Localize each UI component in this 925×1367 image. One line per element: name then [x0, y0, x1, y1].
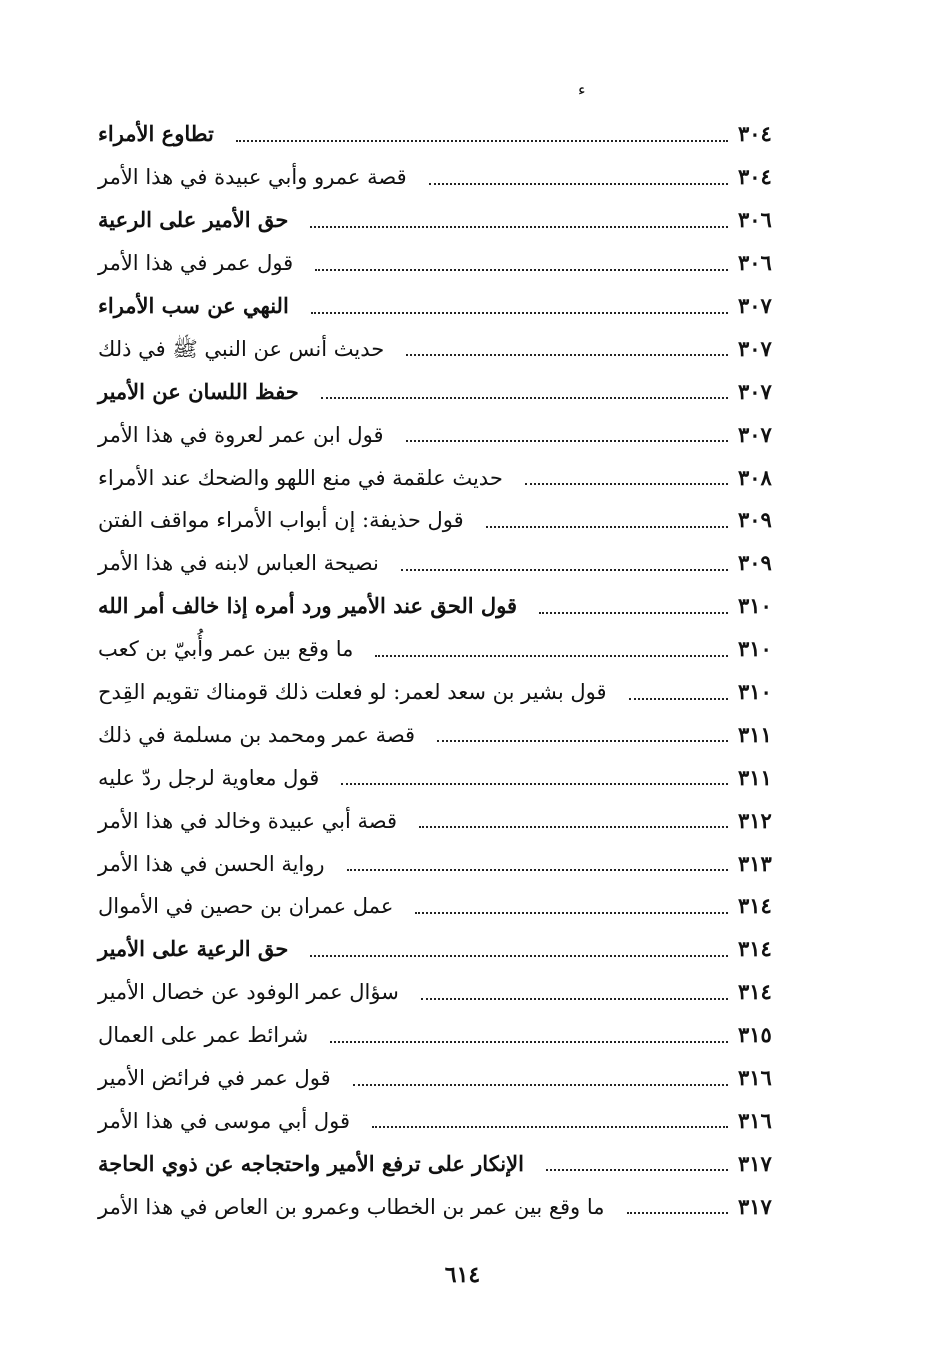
dot-leader [372, 1125, 728, 1128]
dot-leader [627, 1211, 728, 1214]
toc-entry-row [92, 542, 792, 585]
toc-entry-title: سؤال عمر الوفود عن خصال الأمير [98, 980, 399, 1005]
toc-entry-page: ٣١٤ [738, 979, 772, 1005]
toc-entry-page: ٣٠٦ [738, 250, 772, 276]
toc-entry-title: ما وقع بين عمر وأُبيّ بن كعب [98, 637, 354, 662]
toc-entry-page: ٣١٥ [738, 1022, 772, 1048]
toc-heading-row [92, 585, 792, 628]
toc-entry-row [92, 156, 792, 199]
toc-entry-page: ٣١٣ [738, 850, 772, 876]
toc-entry-row [92, 971, 792, 1014]
toc-entry-page: ٣١٤ [738, 893, 772, 919]
toc-heading-row [92, 370, 792, 413]
toc-entry-title: قول بشير بن سعد لعمر: لو فعلت ذلك قومناك تقويم القِدح [98, 680, 607, 705]
dot-leader [406, 439, 729, 442]
toc-entry-title: حق الرعية على الأمير [98, 936, 289, 962]
toc-entry-page: ٣١١ [738, 764, 772, 790]
toc-entry-row [92, 242, 792, 285]
dot-leader [629, 697, 728, 700]
toc-entry-page: ٣١٠ [738, 593, 772, 619]
toc-entry-row [92, 327, 792, 370]
toc-entry-title: النهي عن سب الأمراء [98, 293, 289, 318]
toc-entry-title: عمل عمران بن حصين في الأموال [98, 894, 394, 919]
toc-entry-row [92, 1057, 792, 1100]
toc-entry-page: ٣١٤ [738, 936, 772, 962]
toc-entry-title: قول عمر في فرائض الأمير [98, 1066, 331, 1091]
toc-entry-row [92, 628, 792, 671]
dot-leader [421, 997, 728, 1000]
dot-leader [311, 311, 728, 314]
toc-entry-row [92, 799, 792, 842]
dot-leader [353, 1083, 728, 1086]
toc-heading-row [92, 285, 792, 328]
toc-entry-title: نصيحة العباس لابنه في هذا الأمر [98, 551, 379, 576]
dot-leader [310, 225, 728, 228]
toc-entry-page: ٣١٧ [738, 1150, 772, 1176]
toc-heading-row [92, 928, 792, 971]
toc-entry-row [92, 713, 792, 756]
toc-entry-page: ٣٠٦ [738, 207, 772, 233]
dot-leader [401, 568, 728, 571]
dot-leader [236, 139, 728, 142]
toc-entry-page: ٣١٧ [738, 1193, 772, 1219]
dot-leader [375, 654, 728, 657]
toc-entry-title: الإنكار على ترفع الأمير واحتجاجه عن ذوي الحاجة [98, 1150, 524, 1176]
dot-leader [330, 1040, 728, 1043]
toc-entry-row [92, 456, 792, 499]
table-of-contents [92, 113, 792, 1228]
toc-entry-row [92, 1185, 792, 1228]
toc-entry-page: ٣١٢ [738, 807, 772, 833]
dot-leader [406, 353, 728, 356]
toc-entry-page: ٣٠٧ [738, 421, 772, 447]
toc-entry-row [92, 413, 792, 456]
dot-leader [341, 782, 728, 785]
toc-entry-page: ٣٠٨ [738, 464, 772, 490]
toc-entry-page: ٣١١ [738, 721, 772, 747]
toc-entry-title: قصة عمر ومحمد بن مسلمة في ذلك [98, 722, 416, 747]
toc-entry-title: رواية الحسن في هذا الأمر [98, 851, 325, 876]
toc-entry-title: قول حذيفة: إن أبواب الأمراء مواقف الفتن [98, 508, 464, 533]
toc-entry-title: قول ابن عمر لعروة في هذا الأمر [98, 422, 384, 447]
toc-entry-page: ٣٠٧ [738, 335, 772, 361]
page-number: ٦١٤ [444, 1262, 481, 1288]
toc-entry-row [92, 842, 792, 885]
toc-entry-page: ٣١٦ [738, 1107, 772, 1133]
dot-leader [429, 182, 728, 185]
toc-entry-title: حفظ اللسان عن الأمير [98, 378, 299, 404]
dot-leader [415, 911, 728, 914]
toc-entry-title: حديث علقمة في منع اللهو والضحك عند الأمراء [98, 465, 503, 490]
toc-entry-row [92, 499, 792, 542]
dot-leader [546, 1168, 728, 1171]
toc-heading-row [92, 199, 792, 242]
toc-entry-row [92, 671, 792, 714]
toc-entry-page: ٣٠٧ [738, 378, 772, 404]
toc-entry-title: قول الحق عند الأمير ورد أمره إذا خالف أمر الله [98, 593, 518, 619]
toc-entry-title: ما وقع بين عمر بن الخطاب وعمرو بن العاص في هذا الأمر [98, 1194, 605, 1219]
toc-entry-row [92, 885, 792, 928]
toc-entry-page: ٣٠٤ [738, 164, 772, 190]
toc-entry-page: ٣١٠ [738, 636, 772, 662]
top-mark: ء [578, 80, 586, 99]
toc-entry-title: تطاوع الأمراء [98, 121, 214, 147]
toc-entry-row [92, 1099, 792, 1142]
toc-heading-row [92, 1142, 792, 1185]
toc-entry-title: قول عمر في هذا الأمر [98, 251, 294, 276]
toc-entry-title: حق الأمير على الرعية [98, 207, 289, 233]
toc-entry-title: قصة أبي عبيدة وخالد في هذا الأمر [98, 808, 398, 833]
toc-entry-title: قول أبي موسى في هذا الأمر [98, 1108, 351, 1133]
toc-entry-row [92, 756, 792, 799]
dot-leader [486, 525, 728, 528]
toc-entry-page: ٣٠٤ [738, 121, 772, 147]
dot-leader [437, 739, 728, 742]
toc-heading-row [92, 113, 792, 156]
dot-leader [419, 825, 728, 828]
toc-entry-page: ٣٠٩ [738, 550, 772, 576]
toc-entry-page: ٣٠٧ [738, 293, 772, 318]
toc-entry-title: قصة عمرو وأبي عبيدة في هذا الأمر [98, 165, 407, 190]
toc-entry-page: ٣١٦ [738, 1065, 772, 1091]
toc-entry-title: قول معاوية لرجل ردّ عليه [98, 765, 320, 790]
dot-leader [321, 396, 728, 399]
toc-entry-title: حديث أنس عن النبي ﷺ في ذلك [98, 336, 385, 361]
dot-leader [539, 611, 728, 614]
toc-entry-page: ٣١٠ [738, 679, 772, 705]
dot-leader [525, 482, 728, 485]
dot-leader [310, 954, 728, 957]
toc-entry-title: شرائط عمر على العمال [98, 1023, 309, 1048]
toc-entry-row [92, 1014, 792, 1057]
toc-entry-page: ٣٠٩ [738, 507, 772, 533]
dot-leader [315, 268, 728, 271]
dot-leader [347, 868, 728, 871]
